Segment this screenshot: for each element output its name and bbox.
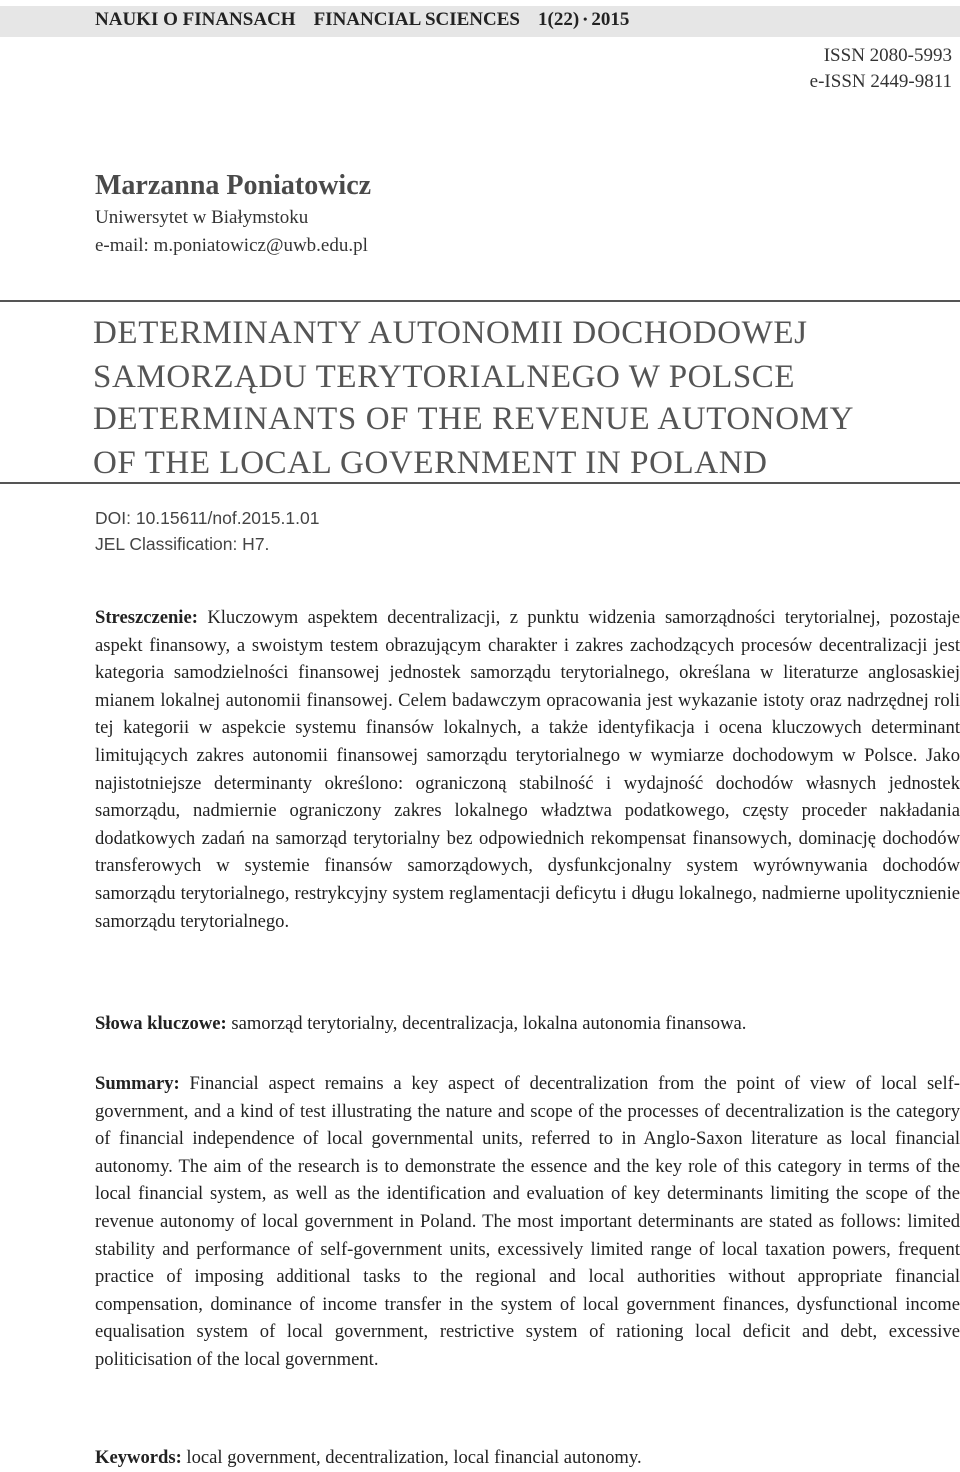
title-polish xyxy=(93,311,808,399)
title-english xyxy=(93,397,854,485)
abstract-english xyxy=(95,1070,960,1374)
issn-block xyxy=(810,43,952,95)
author-block xyxy=(95,168,875,260)
title-top-rule xyxy=(0,300,960,302)
issn-electronic: e-ISSN 2449-9811 xyxy=(809,71,952,92)
title-polish-line-1: DETERMINANTY AUTONOMII DOCHODOWEJ xyxy=(93,315,808,351)
keywords-polish-label: Słowa kluczowe: xyxy=(95,1013,227,1034)
title-english-line-2: OF THE LOCAL GOVERNMENT IN POLAND xyxy=(93,445,768,481)
author-email: e-mail: m.poniatowicz@uwb.edu.pl xyxy=(95,235,368,256)
journal-year: 2015 xyxy=(591,9,630,30)
keywords-polish xyxy=(95,1010,960,1038)
journal-header xyxy=(95,9,629,31)
keywords-polish-text: samorząd terytorialny, decentralizacja, lokalna autonomia finansowa. xyxy=(231,1013,747,1034)
jel-classification: JEL Classification: H7. xyxy=(95,534,270,554)
journal-name-en: FINANCIAL SCIENCES xyxy=(313,9,520,30)
keywords-english xyxy=(95,1444,960,1472)
author-affiliation: Uniwersytet w Białymstoku xyxy=(95,207,309,228)
title-bottom-rule xyxy=(0,482,960,484)
abstract-polish-text: Kluczowym aspektem decentralizacji, z punktu widzenia samorządności terytorialnej, pozostaje aspekt finansowy, a swoistym testem obrazującym charakter i zakres zachodzących procesów decentralizacji jest kategoria samodzielności finansowej jednostek samorządu terytorialnego, określana w literaturze anglosaskiej mianem lokalnej autonomii finansowej. Celem badawczym opracowania jest wykazanie istoty oraz nadrzędnej roli tej kategorii w aspekcie systemu finansów lokalnych, a także identyfikacja i ocena kluczowych determinant limitujących zakres autonomii finansowej samorządu terytorialnego w wymiarze dochodowym w Polsce. Jako najistotniejsze determinanty określono: ograniczoną stabilność i wydajność dochodów własnych jednostek samorządu, nadmiernie ograniczony zakres lokalnego władztwa podatkowego, częsty proceder nakładania dodatkowych zadań na samorząd terytorialny bez odpowiednich rekompensat finansowych, dominację dochodów transferowych w systemie finansów samorządowych, dysfunkcjonalny system wyrównywania dochodów samorządu terytorialnego, restrykcyjny system reglamentacji deficytu i długu lokalnego, nadmierne upolitycznienie samorządu terytorialnego. xyxy=(95,607,960,932)
abstract-english-label: Summary: xyxy=(95,1073,180,1094)
abstract-english-text: Financial aspect remains a key aspect of decentralization from the point of view of local self-government, and a kind of test illustrating the nature and scope of the processes of decentralization is the category of financial independence of local governmental units, referred to in Anglo-Saxon literature as local financial autonomy. The aim of the research is to demonstrate the essence and the key role of this category in terms of the local financial system, as well as the identification and evaluation of key determinants limiting the scope of the revenue autonomy of local government in Poland. The most important determinants are stated as follows: limited stability and performance of self-government units, excessively limited range of local taxation powers, frequent practice of imposing additional tasks to the regional and local authorities without appropriate financial compensation, dominance of income transfer in the system of local government finances, dysfunctional income equalisation system of local government, restrictive system of rationing local deficit and debt, excessive politicisation of the local government. xyxy=(95,1073,960,1370)
article-meta xyxy=(95,505,319,557)
keywords-english-label: Keywords: xyxy=(95,1447,182,1468)
journal-issue: 1(22) xyxy=(538,9,580,30)
header-separator: • xyxy=(583,12,588,26)
title-polish-line-2: SAMORZĄDU TERYTORIALNEGO W POLSCE xyxy=(93,359,796,395)
keywords-english-text: local government, decentralization, local financial autonomy. xyxy=(186,1447,642,1468)
doi: DOI: 10.15611/nof.2015.1.01 xyxy=(95,508,320,528)
title-english-line-1: DETERMINANTS OF THE REVENUE AUTONOMY xyxy=(93,401,855,437)
journal-name-pl: NAUKI O FINANSACH xyxy=(95,9,296,30)
abstract-polish xyxy=(95,604,960,935)
issn-print: ISSN 2080-5993 xyxy=(823,45,952,66)
author-name: Marzanna Poniatowicz xyxy=(95,170,372,201)
abstract-polish-label: Streszczenie: xyxy=(95,607,198,628)
